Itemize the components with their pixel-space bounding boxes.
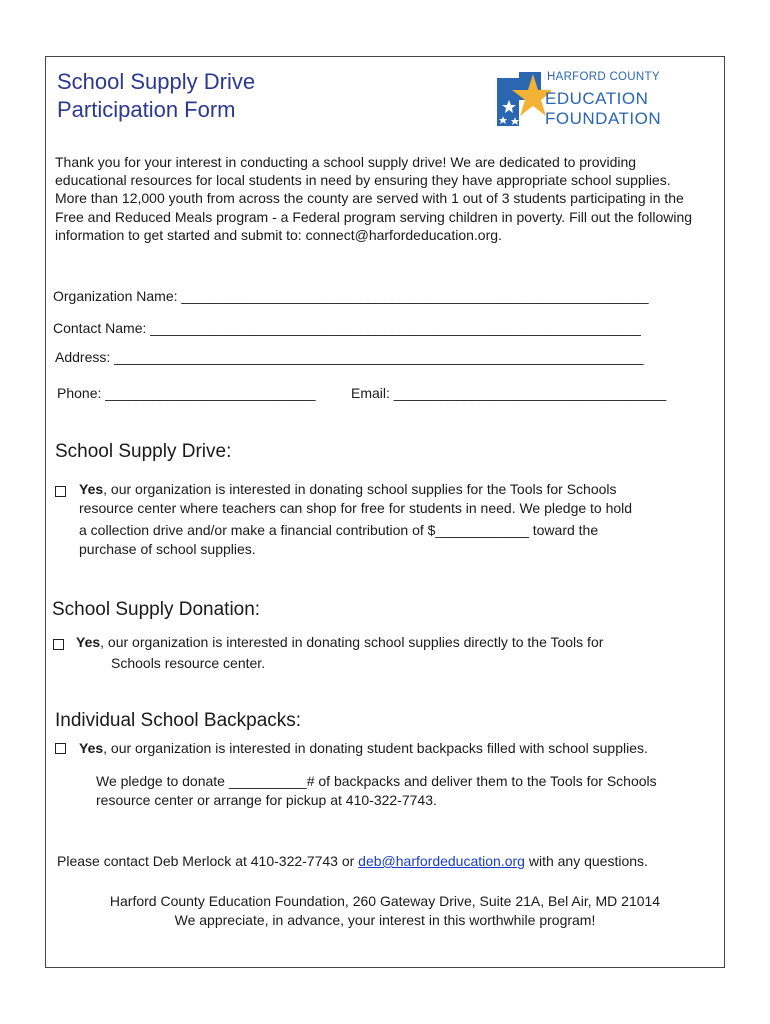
- backpacks-line1: , our organization is interested in donating student backpacks filled with school supplies.: [103, 740, 648, 756]
- backpacks-checkbox[interactable]: [55, 743, 66, 754]
- contact-suffix: with any questions.: [524, 853, 648, 869]
- backpacks-pledge: [96, 772, 657, 809]
- contact-email-link[interactable]: deb@harfordeducation.org: [358, 853, 525, 869]
- form-title-line2: Participation Form: [57, 97, 236, 122]
- backpacks-line3: resource center or arrange for pickup at 410-322-7743.: [96, 791, 437, 808]
- supply-drive-heading: School Supply Drive:: [55, 441, 232, 462]
- supply-drive-line1: , our organization is interested in donating school supplies for the Tools for Schools: [103, 481, 617, 497]
- star-logo-icon: [495, 70, 551, 128]
- phone-field[interactable]: Phone: ___________________________: [57, 385, 316, 401]
- supply-donation-text: [76, 633, 603, 652]
- footer-thanks: We appreciate, in advance, your interest in this worthwhile program!: [174, 911, 596, 928]
- organization-name-field[interactable]: Organization Name: ____________________________________________________________: [53, 288, 649, 304]
- form-title: [57, 68, 255, 124]
- email-field[interactable]: Email: ___________________________________: [351, 385, 667, 401]
- address-field[interactable]: Address: ____________________________________________________________________: [55, 349, 644, 365]
- supply-donation-heading: School Supply Donation:: [52, 599, 261, 620]
- logo-text-line2: EDUCATION: [545, 89, 649, 108]
- supply-donation-line2: Schools resource center.: [111, 655, 266, 671]
- logo-text-line1: HARFORD COUNTY: [547, 71, 660, 83]
- form-title-line1: School Supply Drive: [57, 69, 256, 94]
- backpacks-heading: Individual School Backpacks:: [55, 710, 302, 731]
- intro-paragraph: Thank you for your interest in conducting a school supply drive! We are dedicated to providing educational resources for local students in need by ensuring they have appropriate school supplies. More than 12,000 youth from across the county are served with 1 out of 3 students participating in the Free and Reduced Meals program - a Federal program serving children in poverty. Fill out the following information to get started and submit to: connect@harfordeducation.org.: [55, 154, 693, 243]
- foundation-logo: [495, 70, 665, 128]
- backpacks-yes: Yes: [79, 740, 104, 756]
- footer: [45, 892, 725, 929]
- footer-address: Harford County Education Foundation, 260 Gateway Drive, Suite 21A, Bel Air, MD 21014: [109, 893, 661, 909]
- logo-text-line3: FOUNDATION: [545, 109, 662, 128]
- supply-drive-line3: a collection drive and/or make a financial contribution of $____________ toward the: [79, 522, 599, 538]
- supply-donation-line1: , our organization is interested in donating school supplies directly to the Tools for: [100, 634, 604, 650]
- backpacks-line2: We pledge to donate __________# of backpacks and deliver them to the Tools for Schools: [96, 773, 657, 789]
- supply-drive-line4: purchase of school supplies.: [79, 540, 256, 557]
- supply-drive-yes: Yes: [79, 481, 104, 497]
- contact-name-field[interactable]: Contact Name: _______________________________________________________________: [53, 320, 641, 336]
- contact-line: [57, 852, 648, 871]
- supply-drive-pledge: [79, 521, 598, 558]
- supply-drive-line2: resource center where teachers can shop for free for students in need. We pledge to hold: [79, 499, 633, 516]
- supply-drive-text: [79, 480, 632, 517]
- contact-prefix: Please contact Deb Merlock at 410-322-7743 or: [57, 853, 359, 869]
- supply-donation-yes: Yes: [76, 634, 101, 650]
- supply-drive-checkbox[interactable]: [55, 486, 66, 497]
- supply-donation-checkbox[interactable]: [53, 639, 64, 650]
- backpacks-text: [79, 739, 648, 758]
